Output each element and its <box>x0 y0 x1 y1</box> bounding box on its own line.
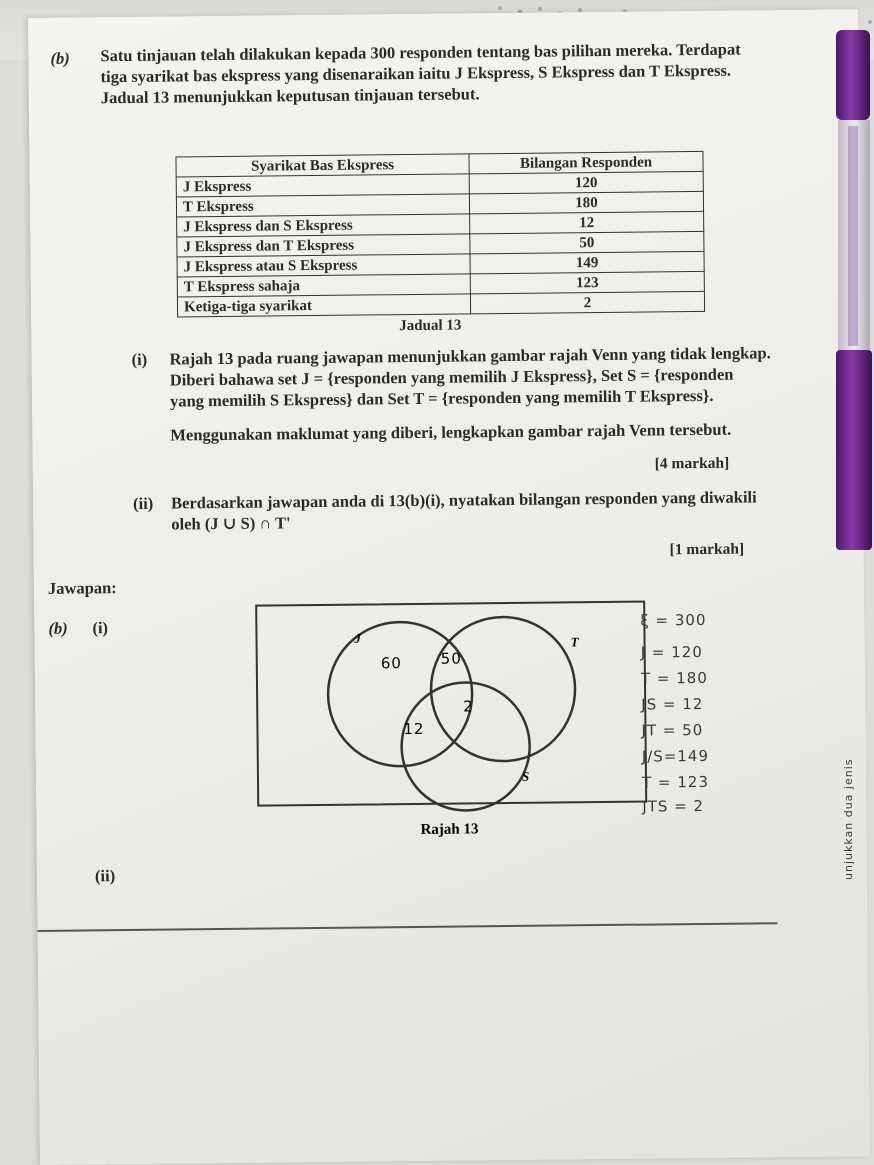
set-label-j: J <box>354 630 362 646</box>
table-cell-name: J Ekspress dan T Ekspress <box>177 234 470 257</box>
answer-label-i: (i) <box>92 618 109 638</box>
part-i-line1: Rajah 13 pada ruang jawapan menunjukkan gambar rajah Venn yang tidak lengkap. <box>169 343 771 369</box>
question-label: (b) <box>50 48 70 68</box>
set-label-s: S <box>521 768 530 784</box>
table-header-count: Bilangan Responden <box>469 151 703 173</box>
table-cell-name: T Ekspress <box>176 194 469 217</box>
answer-heading: Jawapan: <box>47 578 117 598</box>
question-intro-line2: tiga syarikat bas ekspress yang disenaraikan iaitu J Ekspress, S Ekspress dan T Ekspress. <box>100 60 732 87</box>
part-i-line3: yang memilih S Ekspress} dan Set T = {responden yang memilih T Ekspress}. <box>169 385 714 411</box>
handwritten-note: J = 120 <box>640 642 703 662</box>
part-ii-line2: oleh (J ∪ S) ∩ T' <box>171 513 291 534</box>
table-cell-name: T Ekspress sahaja <box>177 274 470 297</box>
handwritten-note: T = 123 <box>641 772 710 792</box>
handwritten-note: JT = 50 <box>641 720 704 740</box>
part-i-line2: Diberi bahawa set J = {responden yang memilih J Ekspress}, Set S = {responden <box>169 364 734 390</box>
table-cell-value: 50 <box>470 231 704 253</box>
table-row <box>177 291 704 317</box>
handwritten-note: JTS = 2 <box>642 796 705 816</box>
handwritten-note: JS = 12 <box>641 694 704 714</box>
part-i-marks: [4 markah] <box>654 454 730 473</box>
set-label-t: T <box>570 634 579 650</box>
circle-t <box>430 616 576 762</box>
answer-label-b: (b) <box>48 618 68 638</box>
venn-caption: Rajah 13 <box>420 821 479 838</box>
table-cell-value: 123 <box>470 271 704 293</box>
table-cell-value: 180 <box>469 191 703 213</box>
survey-table <box>175 151 705 318</box>
table-cell-name: J Ekspress dan S Ekspress <box>177 214 470 237</box>
part-ii-marks: [1 markah] <box>669 540 745 559</box>
table-cell-name: J Ekspress <box>176 174 469 197</box>
table-cell-value: 12 <box>470 211 704 233</box>
table-cell-value: 149 <box>470 251 704 273</box>
question-intro-line3: Jadual 13 menunjukkan keputusan tinjauan tersebut. <box>100 84 480 108</box>
table-header-company: Syarikat Bas Ekspress <box>176 154 469 177</box>
region-j-s-value: 12 <box>403 719 425 739</box>
table-caption: Jadual 13 <box>399 317 462 335</box>
answer-divider-line <box>38 922 778 931</box>
venn-diagram <box>254 599 656 839</box>
exam-paper <box>28 9 870 1165</box>
part-i-line4: Menggunakan maklumat yang diberi, lengkapkan gambar rajah Venn tersebut. <box>170 419 732 445</box>
table-cell-value: 120 <box>469 171 703 193</box>
handwritten-note: ξ = 300 <box>640 610 707 630</box>
circle-j <box>327 621 473 767</box>
part-ii-label: (ii) <box>132 493 154 513</box>
table-cell-value: 2 <box>470 291 704 313</box>
region-j-only-value: 60 <box>380 654 402 673</box>
question-intro-line1: Satu tinjauan telah dilakukan kepada 300 responden tentang bas pilihan mereka. Terdapat <box>100 39 741 66</box>
part-i-label: (i) <box>131 349 148 369</box>
handwritten-note: J/S=149 <box>641 746 710 766</box>
side-text-fragment: unjukkan dua jenis <box>842 758 855 880</box>
region-all-value: 2 <box>463 697 474 716</box>
table-cell-name: Ketiga-tiga syarikat <box>177 294 470 317</box>
universal-set-box <box>256 602 646 806</box>
purple-pen <box>824 30 874 550</box>
handwritten-note: T = 180 <box>640 668 708 688</box>
part-ii-line1: Berdasarkan jawapan anda di 13(b)(i), nyatakan bilangan responden yang diwakili <box>170 487 757 513</box>
table-cell-name: J Ekspress atau S Ekspress <box>177 254 470 277</box>
region-j-t-value: 50 <box>440 649 462 668</box>
answer-label-ii: (ii) <box>94 866 116 886</box>
